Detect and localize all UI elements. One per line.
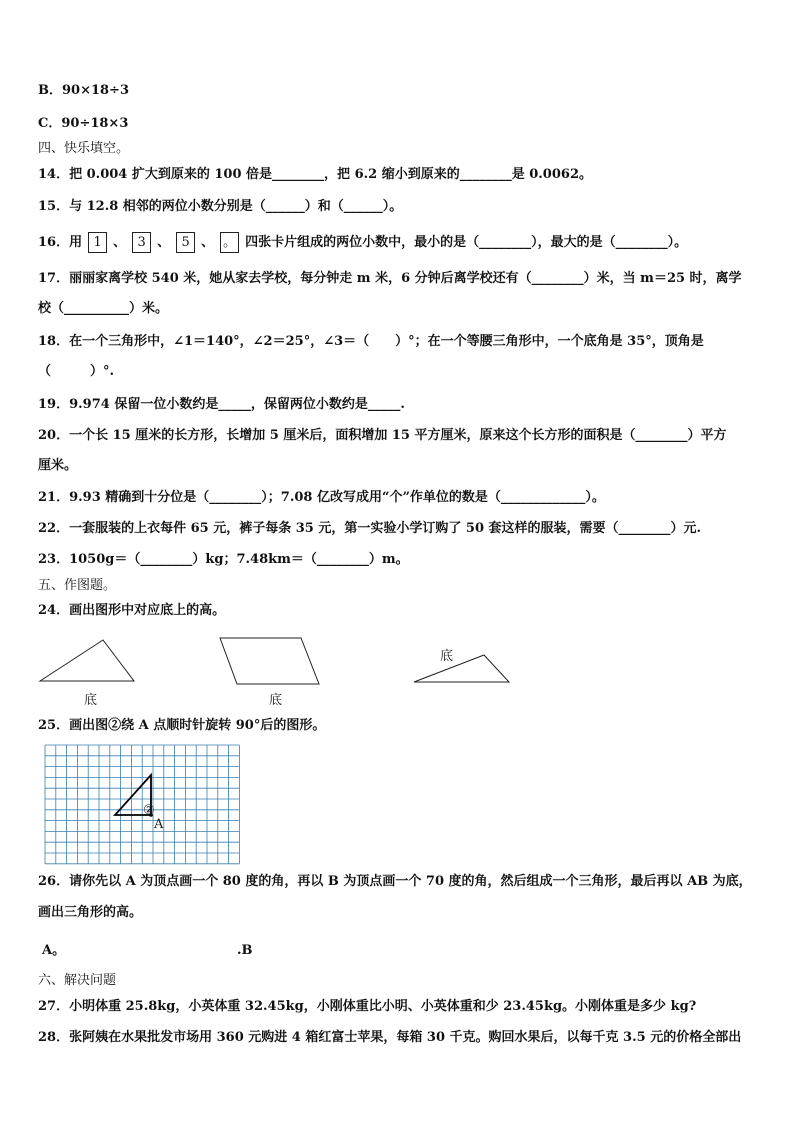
q16-suffix: 四张卡片组成的两位小数中，最小的是（________），最大的是（________）。 [245, 235, 688, 250]
question-23: 23．1050g＝（________）kg；7.48km＝（________）m。 [38, 552, 409, 567]
digit-card-5: 5 [176, 232, 195, 253]
card-separator: 、 [157, 235, 171, 250]
question-21: 21．9.93 精确到十分位是（________）；7.08 亿改写成用“个”作单位的数是（_____________）。 [38, 490, 605, 505]
base-label: 底 [440, 649, 454, 664]
point-a: A。 [42, 943, 66, 958]
q24-parallelogram [215, 634, 325, 709]
question-18-line2: （ ）°. [38, 364, 115, 379]
section-4-heading: 四、快乐填空。 [38, 141, 130, 156]
question-16 [38, 232, 687, 253]
question-27: 27．小明体重 25.8kg，小英体重 32.45kg，小刚体重比小明、小英体重和少 23.45kg。小刚体重是多少 kg? [38, 999, 697, 1014]
card-separator: 、 [201, 235, 215, 250]
question-17-line2: 校（__________）米。 [38, 301, 169, 316]
question-17-line1: 17．丽丽家离学校 540 米，她从家去学校，每分钟走 m 米，6 分钟后离学校还有（________）米，当 m＝25 时，离学 [38, 271, 742, 286]
shape-2-label: ② [143, 803, 155, 818]
point-a-label: A [154, 817, 164, 832]
question-28: 28．张阿姨在水果批发市场用 360 元购进 4 箱红富士苹果，每箱 30 千克。购回水果后，以每千克 3.5 元的价格全部出 [38, 1030, 742, 1045]
digit-card-1: 1 [88, 232, 107, 253]
question-20-line2: 厘米。 [38, 458, 78, 473]
rotation-grid [44, 744, 244, 866]
q24-triangle-3 [410, 645, 515, 690]
digit-card-3: 3 [132, 232, 151, 253]
question-19: 19．9.974 保留一位小数约是_____，保留两位小数约是_____. [38, 397, 405, 412]
question-24: 24．画出图形中对应底上的高。 [38, 603, 226, 618]
section-6-heading: 六、解决问题 [38, 973, 117, 988]
base-label: 底 [84, 693, 98, 708]
option-c: C．90÷18×3 [38, 116, 129, 131]
question-22: 22．一套服装的上衣每件 65 元，裤子每条 35 元，第一实验小学订购了 50 套这样的服装，需要（________）元. [38, 521, 702, 536]
question-25: 25．画出图②绕 A 点顺时针旋转 90°后的图形。 [38, 718, 326, 733]
q16-prefix: 16．用 [38, 235, 83, 250]
question-18-line1: 18．在一个三角形中，∠1＝140°，∠2＝25°，∠3＝（ ）°；在一个等腰三角形中，一个底角是 35°，顶角是 [38, 334, 704, 349]
base-label: 底 [269, 693, 283, 708]
question-26-line2: 画出三角形的高。 [38, 905, 143, 920]
section-5-heading: 五、作图题。 [38, 578, 117, 593]
decimal-point-card: 。 [220, 232, 239, 253]
question-26-line1: 26．请你先以 A 为顶点画一个 80 度的角，再以 B 为顶点画一个 70 度的角，然后组成一个三角形，最后再以 AB 为底， [38, 874, 752, 889]
option-b: B．90×18÷3 [38, 83, 130, 98]
q24-triangle-1 [36, 634, 146, 709]
card-separator: 、 [113, 235, 127, 250]
question-15: 15．与 12.8 相邻的两位小数分别是（______）和（______）。 [38, 199, 403, 214]
question-20-line1: 20．一个长 15 厘米的长方形，长增加 5 厘米后，面积增加 15 平方厘米，原来这个长方形的面积是（________）平方 [38, 428, 727, 443]
point-b: .B [237, 943, 253, 958]
question-14: 14．把 0.004 扩大到原来的 100 倍是________，把 6.2 缩小到原来的________是 0.0062。 [38, 167, 592, 182]
